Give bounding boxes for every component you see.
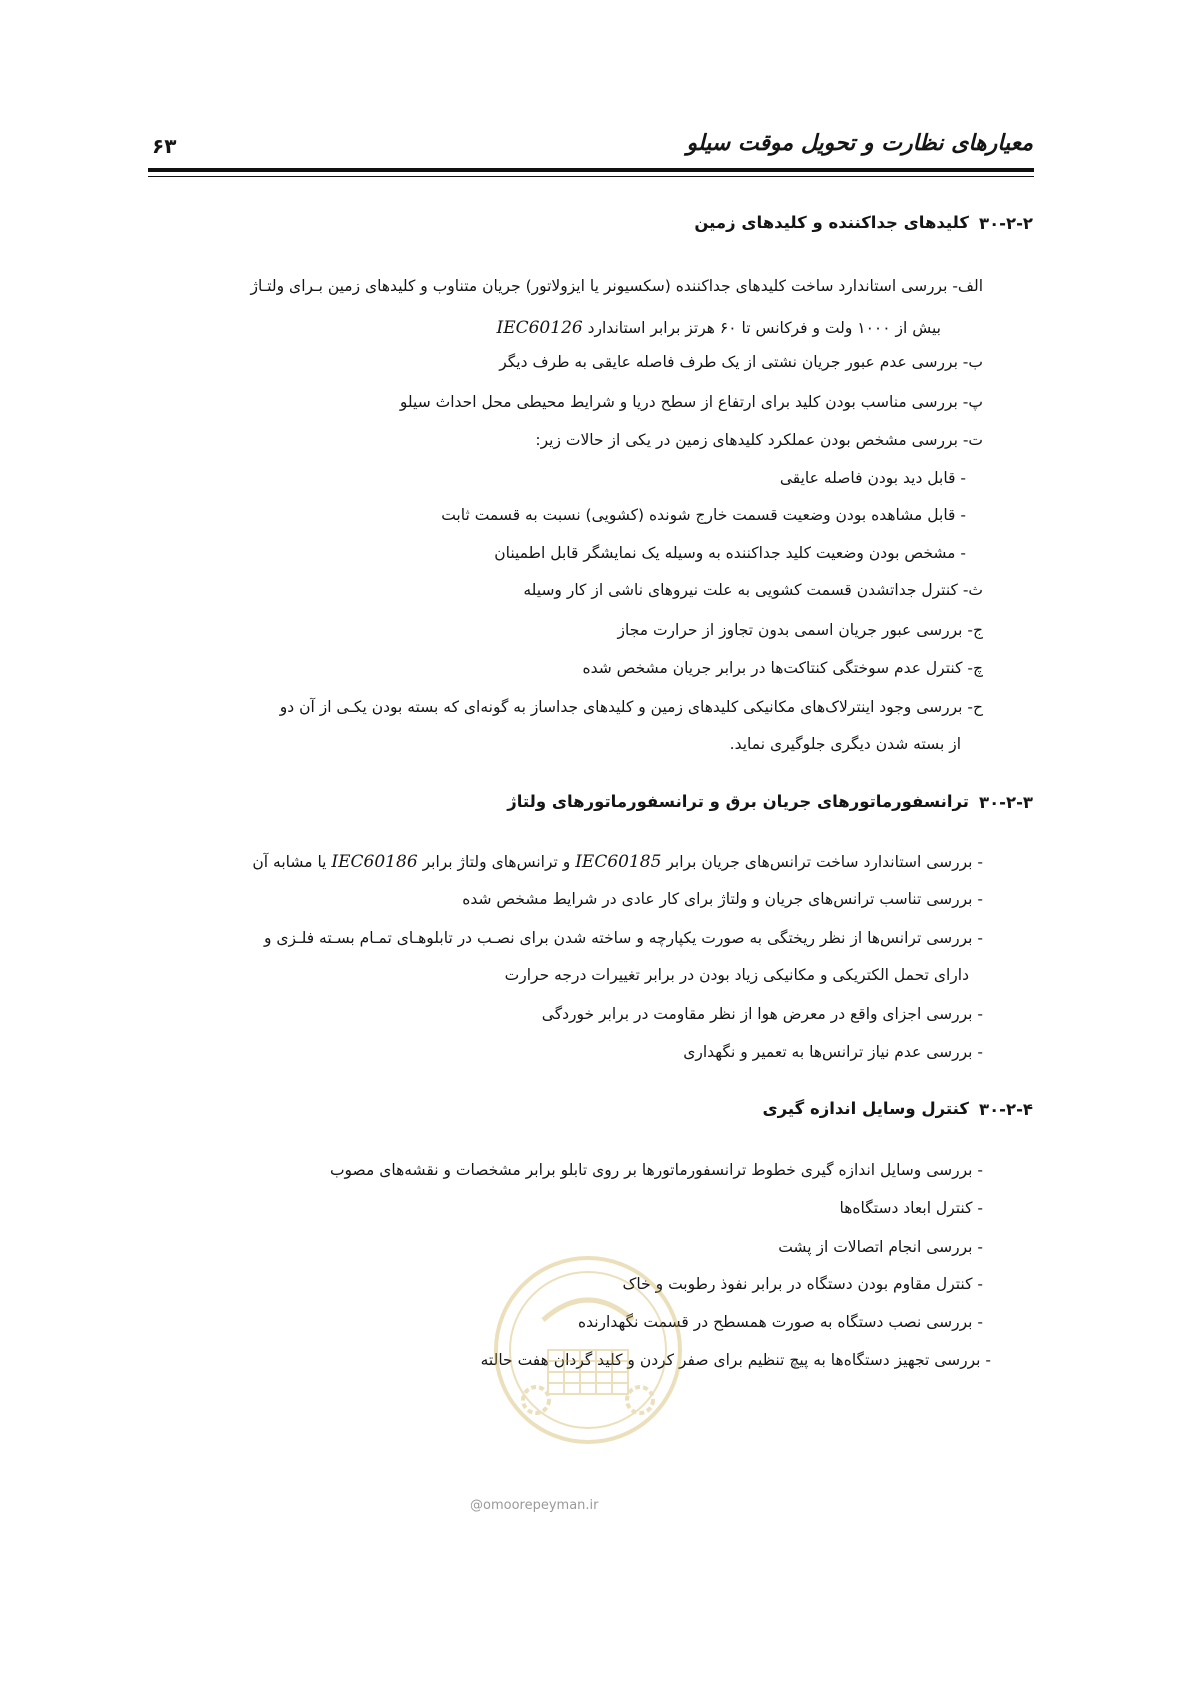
page-number: ۶۳	[152, 134, 177, 158]
list-item: پ- بررسی مناسب بودن کلید برای ارتفاع از سطح دریا و شرایط محیطی محل احداث سیلو	[399, 393, 983, 411]
standard-code: IEC60126	[496, 318, 583, 338]
list-item: چ- کنترل عدم سوختگی کنتاکت‌ها در برابر جریان مشخص شده	[582, 659, 983, 677]
running-title: معیارهای نظارت و تحویل موقت سیلو	[686, 130, 1033, 156]
list-item: - بررسی ترانس‌ها از نظر ریختگی به صورت یکپارچه و ساخته شدن برای نصـب در تابلوهـای تمـام بسـته فلـزی و	[263, 929, 983, 947]
list-item: - بررسی تجهیز دستگاه‌ها به پیچ تنظیم برای صفر کردن و کلید گردان هفت حالته	[480, 1351, 991, 1369]
section-number: ۳۰-۲-۲	[979, 214, 1033, 233]
list-item: ح- بررسی وجود اینترلاک‌های مکانیکی کلیدهای زمین و کلیدهای جداساز به گونه‌ای که بسته بودن یکـی از آن دو	[279, 698, 983, 716]
header-rule-thin	[148, 176, 1034, 177]
section-title: ترانسفورماتورهای جریان برق و ترانسفورماتورهای ولتاژ	[507, 792, 969, 811]
watermark-seal-icon	[488, 1250, 688, 1450]
list-item: - مشخص بودن وضعیت کلید جداکننده به وسیله یک نمایشگر قابل اطمینان	[494, 544, 966, 562]
list-item: - قابل مشاهده بودن وضعیت قسمت خارج شونده (کشویی) نسبت به قسمت ثابت	[441, 506, 966, 524]
list-item: - قابل دید بودن فاصله عایقی	[779, 469, 966, 487]
section-title: کنترل وسایل اندازه گیری	[762, 1099, 969, 1118]
list-item: - بررسی انجام اتصالات از پشت	[778, 1238, 983, 1256]
watermark-url: @omoorepeyman.ir	[470, 1498, 599, 1513]
list-item: - بررسی نصب دستگاه به صورت همسطح در قسمت نگهدارنده	[577, 1313, 983, 1331]
list-item: ب- بررسی عدم عبور جریان نشتی از یک طرف فاصله عایقی به طرف دیگر	[499, 353, 983, 371]
list-item: از بسته شدن دیگری جلوگیری نماید.	[729, 735, 961, 753]
standard-code: IEC60185	[575, 852, 662, 872]
header-rule-thick	[148, 168, 1034, 172]
list-item: ج- بررسی عبور جریان اسمی بدون تجاوز از حرارت مجاز	[617, 621, 983, 639]
list-item: - بررسی وسایل اندازه گیری خطوط ترانسفورماتورها بر روی تابلو برابر مشخصات و نقشه‌های مصوب	[329, 1161, 983, 1179]
list-item: بیش از ۱۰۰۰ ولت و فرکانس تا ۶۰ هرتز برابر استاندارد IEC60126	[496, 318, 941, 338]
list-item: - بررسی اجزای واقع در معرض هوا از نظر مقاومت در برابر خوردگی	[541, 1005, 983, 1023]
section-title: کلیدهای جداکننده و کلیدهای زمین	[694, 213, 969, 232]
list-item: - کنترل مقاوم بودن دستگاه در برابر نفوذ رطوبت و خاک	[622, 1275, 983, 1293]
standard-code: IEC60186	[331, 852, 418, 872]
section-number: ۳۰-۲-۳	[979, 793, 1033, 812]
list-item: دارای تحمل الکتریکی و مکانیکی زیاد بودن در برابر تغییرات درجه حرارت	[504, 966, 969, 984]
list-item: - بررسی استاندارد ساخت ترانس‌های جریان برابر IEC60185 و ترانس‌های ولتاژ برابر IEC60186 یا مشابه آن	[252, 852, 983, 872]
list-item: ت- بررسی مشخص بودن عملکرد کلیدهای زمین در یکی از حالات زیر:	[535, 431, 983, 449]
list-item: الف- بررسی استاندارد ساخت کلیدهای جداکننده (سکسیونر یا ایزولاتور) جریان متناوب و کلیدهای زمین بـرای ولتـاژ	[250, 277, 983, 295]
section-number: ۳۰-۲-۴	[979, 1100, 1033, 1119]
list-item: - بررسی تناسب ترانس‌های جریان و ولتاژ برای کار عادی در شرایط مشخص شده	[462, 890, 983, 908]
list-item: - کنترل ابعاد دستگاه‌ها	[839, 1199, 983, 1217]
list-item: ث- کنترل جداتشدن قسمت کشویی به علت نیروهای ناشی از کار وسیله	[523, 581, 983, 599]
list-item: - بررسی عدم نیاز ترانس‌ها به تعمیر و نگهداری	[683, 1043, 983, 1061]
